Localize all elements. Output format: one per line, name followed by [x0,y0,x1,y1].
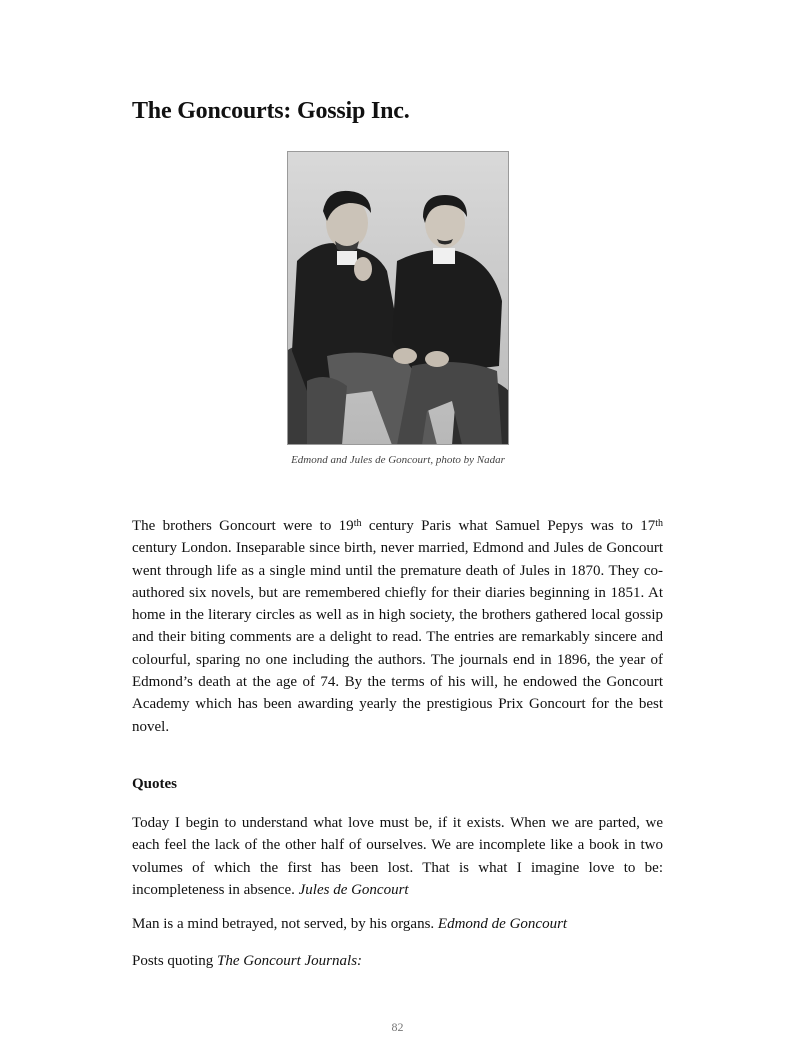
quote-author: Jules de Goncourt [298,881,409,898]
intro-text-1: The brothers Goncourt were to 19 [132,518,354,534]
intro-paragraph [132,515,663,738]
posts-prefix: Posts quoting [132,953,218,969]
quote-author: Edmond de Goncourt [437,916,568,932]
quotes-heading: Quotes [132,776,177,792]
ordinal-suffix: th [655,518,663,529]
photo-illustration [287,151,509,445]
work-title: The Goncourt Journals: [217,953,363,969]
photo-caption: Edmond and Jules de Goncourt, photo by Nadar [291,454,505,466]
posts-quoting-line [132,950,663,972]
quote-paragraph [132,812,663,901]
intro-text-3: century London. Inseparable since birth, never married, Edmond and Jules de Goncourt went through life as a single mind until the premature death of Jules in 1870. They co-authored six novels, but are remembered chiefly for their diaries beginning in 1851. At home in the literary circles as well as in high society, the brothers gathered local gossip and their biting comments are a delight to read. The entries are remarkably sincere and colourful, sparing no one including the authors. The journals end in 1896, the year of Edmond’s death at the age of 74. By the terms of his will, he endowed the Goncourt Academy which has been awarding yearly the prestigious Prix Goncourt for the best novel. [132,540,663,735]
ordinal-suffix: th [353,518,362,529]
intro-text-2: century Paris what Samuel Pepys was to 17 [361,518,656,534]
quote-text: Man is a mind betrayed, not served, by his organs. [132,916,438,932]
page-title: The Goncourts: Gossip Inc. [132,98,410,124]
quote-paragraph [132,913,663,935]
goncourt-brothers-photo [287,151,509,445]
quote-text: Today I begin to understand what love must be, if it exists. When we are parted, we each feel the lack of the other half of ourselves. We are incomplete like a book in two volumes of which the first has been lost. That is what I imagine love to be: incompleteness in absence. [132,815,663,898]
page-number: 82 [391,1020,404,1034]
